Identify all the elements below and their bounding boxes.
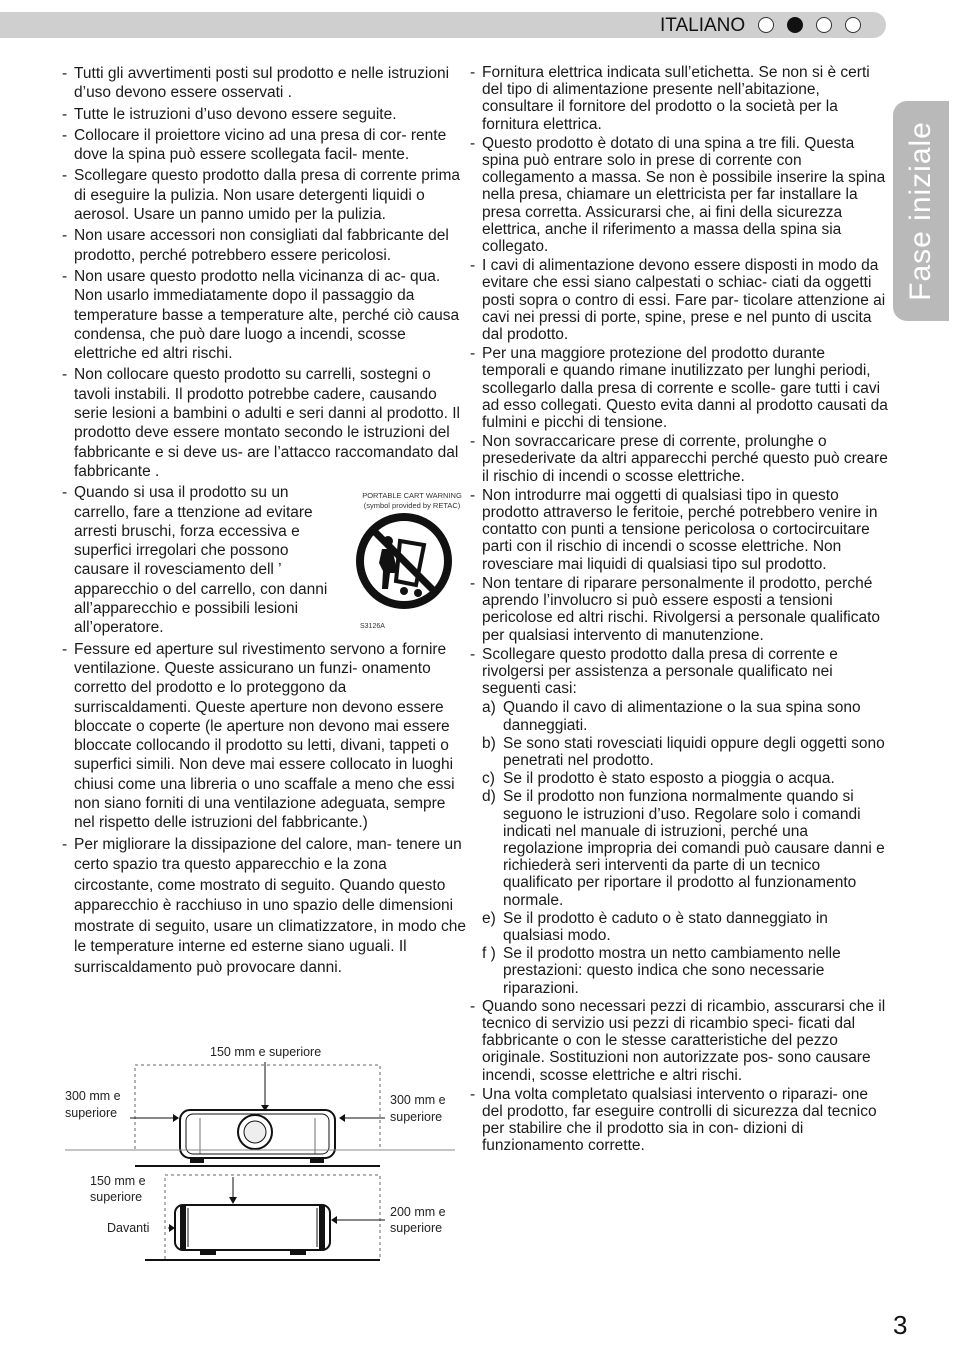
item-text: Non usare accessori non consigliati dal fabbricante del prodotto, perché potrebbero essere pericolosi.: [74, 227, 449, 264]
item-text: Non tentare di riparare personalmente il prodotto, perché aprendo l’involucro si può essere esposti a tensioni pericolose ed altri rischi. Rivolgersi a personale qualificato per qualsiasi intervento di manutenzione.: [482, 574, 881, 644]
item-text: Fornitura elettrica indicata sull’etichetta. Se non si è certi del tipo di alimentazione presente nell’abitazione, consultare il fornitore del prodotto o la società per la fornitura elettrica.: [482, 64, 870, 133]
item-text: Scollegare questo prodotto dalla presa di corrente e rivolgersi per assistenza a personale qualificato nei seguenti casi:: [482, 645, 838, 698]
list-item: - Quando sono necessari pezzi di ricambio, asscurarsi che il tecnico di servizio usi pezzi di ricambio speci- ficati dal fabbricante o con le stesse caratteristiche del pezzo originale. Sostituzioni non autorizzate pos- sono causare incendi, scosse elettriche e altri rischi.: [470, 997, 886, 1084]
list-item: - Una volta completato qualsiasi intervento o riparazi- one del prodotto, far eseguire controlli di sicurezza dal tecnico per stabilire che il prodotto sia in con- dizioni di funzionamento corrette.: [470, 1085, 877, 1155]
projector-front-view: [180, 1110, 335, 1163]
list-item: - Per migliorare la dissipazione del calore, man- tenere un certo spazio tra questo apparecchio e la zona circostante, come mostrato di seguito. Quando questo apparecchio è racchiuso in uno spazio delle dimensioni mostrate di seguito, usare un climatizzatore, in modo che le temperature interne ed esterne siano uguali. Il surriscaldamento può provocare danni.: [62, 835, 466, 976]
header-bar: [0, 12, 886, 38]
cart-warning-caption: PORTABLE CART WARNING (symbol provided by RETAC): [362, 491, 462, 511]
top-clearance-label: 150 mm e superiore: [210, 1045, 322, 1059]
sub-item-mark: a): [482, 699, 496, 717]
cart-warning: [352, 491, 472, 636]
list-item: - Fessure ed aperture sul rivestimento servono a fornire ventilazione. Queste assicurano un funzi- onamento corretto del prodotto e lo proteggono da surriscaldamenti. Queste aperture non devono essere bloccate o coperte (le aperture non devono mai essere bloccate collocando il prodotto su letti, divani, tappeti o superfici simili. Non deve mai essere collocato in luoghi chiusi come una libreria o uno scaffale a meno che essi non siano forniti di una ventilazione adeguata, sempre nel rispetto delle istruzioni del fabbricante.): [62, 640, 455, 832]
sub-item: [470, 735, 888, 769]
sub-item-mark: e): [482, 909, 496, 927]
list-item: - Non introdurre mai oggetti di qualsiasi tipo in questo prodotto attraverso le feritoie, perché potrebbero venire in contatto con punti a tensione pericolosa o cortocircuitare parti con il rischio di incendi o scosse elettriche. Non rovesciare mai liquidi di qualsiasi tipo sul prodotto.: [470, 486, 878, 573]
item-text: Una volta completato qualsiasi intervento o riparazi- one del prodotto, far eseguire controlli di sicurezza dal tecnico per stabilire che il prodotto sia in con- dizioni di funzionamento corrette.: [482, 1085, 877, 1155]
item-text: Fessure ed aperture sul rivestimento servono a fornire ventilazione. Queste assicurano un funzi- onamento corretto del prodotto e lo proteggono da surriscaldamenti. Queste aperture non devono essere bloccate o coperte (le aperture non devono mai essere bloccate collocando il prodotto su letti, divani, tappeti o superfici simili. Non deve mai essere collocato in luoghi chiusi come una libreria o uno scaffale a meno che essi non siano forniti di una ventilazione adeguata, sempre nel rispetto delle istruzioni del fabbricante.): [74, 640, 455, 832]
item-text: I cavi di alimentazione devono essere disposti in modo da evitare che essi siano calpestati o schiac- ciati da oggetti posti sopra o contro di essi. Fare par- ticolare attenzione ai cavi nei pressi di porte, spine, prese e nel punto di uscita dal prodotto.: [482, 257, 886, 344]
item-text: Quando si usa il prodotto su un carrello, fare a ttenzione ad evitare arresti bruschi, forza eccessiva e superfici irregolari che possono causare il rovesciamento dell ’ apparecchio o del carrello, con danni all’apparecchio e possibili lesioni all’operatore.: [74, 484, 328, 637]
sub-item-mark: b): [482, 734, 496, 752]
item-text: Quando sono necessari pezzi di ricambio, asscurarsi che il tecnico di servizio usi pezzi di ricambio speci- ficati dal fabbricante o con le stesse caratteristiche del pezzo originale. Sostituzioni non autorizzate pos- sono causare incendi, scosse elettriche e altri rischi.: [482, 997, 886, 1084]
top2-clearance-label-1: 150 mm e: [90, 1174, 146, 1188]
cart-warning-icon: [352, 511, 462, 611]
sub-item: [470, 945, 888, 997]
clearance-diagram: [60, 1040, 470, 1265]
list-item: - Fornitura elettrica indicata sull’etichetta. Se non si è certi del tipo di alimentazione presente nell’abitazione, consultare il fornitore del prodotto o la società per la fornitura elettrica.: [470, 64, 870, 133]
sub-item-mark: d): [482, 788, 496, 806]
sub-item-text: Quando il cavo di alimentazione o la sua spina sono danneggiati.: [503, 699, 861, 734]
page-number: 3: [893, 1310, 908, 1340]
section-side-tab: [893, 101, 949, 321]
right-column: [470, 64, 888, 1157]
list-item: - Non tentare di riparare personalmente il prodotto, perché aprendo l’involucro si può essere esposti a tensioni pericolose ed altri rischi. Rivolgersi a personale qualificato per qualsiasi intervento di manutenzione.: [470, 574, 881, 644]
sub-item: [470, 770, 888, 787]
indicator-dot-3: [816, 17, 832, 33]
list-item: - Scollegare questo prodotto dalla presa di corrente e rivolgersi per assistenza a personale qualificato nei seguenti casi:: [470, 645, 838, 698]
list-item-cart: - Quando si usa il prodotto su un carrello, fare a ttenzione ad evitare arresti bruschi, forza eccessiva e superfici irregolari che possono causare il rovesciamento dell ’ apparecchio o del carrello, con danni all’apparecchio e possibili lesioni all’operatore. PORTABLE CART WARNING (symbol provided by RETAC) S3126A: [62, 483, 467, 637]
sub-item-mark: f ): [482, 945, 496, 963]
list-item: - Collocare il proiettore vicino ad una presa di cor- rente dove la spina può essere scollegata facil- mente.: [62, 126, 447, 164]
front-label: Davanti: [107, 1221, 150, 1235]
item-text: Questo prodotto è dotato di una spina a tre fili. Questa spina può entrare solo in prese di corrente con collegamento a massa. Se non è possibile inserire la spina nella presa, chiamare un elettricista per far installare la presa corretta. Assicurarsi che, ai fini della sicurezza elettrica, anche il riferimento a massa della spina sia collegato.: [482, 134, 886, 256]
indicator-dot-1: [758, 17, 774, 33]
sub-item-text: Se sono stati rovesciati liquidi oppure degli oggetti sono penetrati nel prodotto.: [503, 734, 885, 769]
item-text: Per migliorare la dissipazione del calore, man- tenere un certo spazio tra questo apparecchio e la zona circostante, come mostrato di seguito. Quando questo apparecchio è racchiuso in uno spazio delle dimensioni mostrate di seguito, usare un climatizzatore, in modo che le temperature interne ed esterne siano uguali. Il surriscaldamento può provocare danni.: [74, 835, 466, 976]
indicator-dot-2: [787, 17, 803, 33]
list-item: - Non usare accessori non consigliati dal fabbricante del prodotto, perché potrebbero essere pericolosi.: [62, 227, 449, 264]
item-text: Non introdurre mai oggetti di qualsiasi tipo in questo prodotto attraverso le feritoie, perché potrebbero venire in contatto con punti a tensione pericolosa o cortocircuitare parti con il rischio di incendi o scosse elettriche. Non rovesciare mai liquidi di qualsiasi tipo sul prodotto.: [482, 486, 878, 573]
list-item: - Questo prodotto è dotato di una spina a tre fili. Questa spina può entrare solo in prese di corrente con collegamento a massa. Se non è possibile inserire la spina nella presa, chiamare un elettricista per far installare la presa corretta. Assicurarsi che, ai fini della sicurezza elettrica, anche il riferimento a massa della spina sia collegato.: [470, 134, 886, 256]
sub-item-mark: c): [482, 770, 495, 788]
sub-item: [470, 910, 888, 944]
item-text: Non collocare questo prodotto su carrelli, sostegni o tavoli instabili. Il prodotto potrebbe cadere, causando serie lesioni a bambini o adulti e seri danni al prodotto. Il prodotto deve essere montato secondo le istruzioni del fabbricante e si deve us- are l’attacco raccomandato dal fabbricante .: [74, 366, 461, 480]
list-item: - Per una maggiore protezione del prodotto durante temporali e quando rimane inutilizzato per lunghi periodi, scollegarlo dalla presa di corrente e scolle- gare tutti i cavi ad esso collegati. Questo evita danni al prodotto causati da fulmini e picchi di tensione.: [470, 345, 888, 432]
right-clearance-label-2: superiore: [390, 1110, 443, 1124]
projector-side-view: [175, 1205, 330, 1255]
rear-clearance-label-2: superiore: [390, 1221, 443, 1235]
language-label: ITALIANO: [660, 15, 746, 36]
left-clearance-label-2: superiore: [65, 1106, 118, 1120]
item-text: Scollegare questo prodotto dalla presa di corrente prima di eseguire la pulizia. Non usare detergenti liquidi o aerosol. Usare un panno umido per la pulizia.: [74, 167, 461, 224]
item-text: Collocare il proiettore vicino ad una presa di cor- rente dove la spina può essere scollegata facil- mente.: [74, 126, 447, 164]
sub-item-text: Se il prodotto mostra un netto cambiamento nelle prestazioni: questo indica che sono necessarie riparazioni.: [503, 945, 841, 997]
list-item: - I cavi di alimentazione devono essere disposti in modo da evitare che essi siano calpestati o schiac- ciati da oggetti posti sopra o contro di essi. Fare par- ticolare attenzione ai cavi nei pressi di porte, spine, prese e nel punto di uscita dal prodotto.: [470, 257, 886, 344]
list-item: - Tutti gli avvertimenti posti sul prodotto e nelle istruzioni d’uso devono essere osservati .: [62, 65, 450, 102]
sub-item: [470, 788, 888, 908]
list-item: - Non usare questo prodotto nella vicinanza di ac- qua. Non usarlo immediatamente dopo il passaggio da temperature basse a temperature alte, perché ciò causa condensa, che può dare luogo a incendi, scosse elettriche ed altri rischi.: [62, 267, 460, 363]
rear-clearance-label-1: 200 mm e: [390, 1205, 446, 1219]
left-column: [62, 64, 467, 980]
item-text: Tutte le istruzioni d’uso devono essere seguite.: [74, 105, 397, 123]
item-text: Tutti gli avvertimenti posti sul prodotto e nelle istruzioni d’uso devono essere osservati .: [74, 65, 450, 102]
section-tab-label: Fase iniziale: [904, 121, 937, 301]
list-item: - Tutte le istruzioni d’uso devono essere seguite.: [62, 105, 397, 123]
left-clearance-label-1: 300 mm e: [65, 1089, 121, 1103]
list-item: - Scollegare questo prodotto dalla presa di corrente prima di eseguire la pulizia. Non usare detergenti liquidi o aerosol. Usare un panno umido per la pulizia.: [62, 167, 461, 224]
list-item: - Non collocare questo prodotto su carrelli, sostegni o tavoli instabili. Il prodotto potrebbe cadere, causando serie lesioni a bambini o adulti e seri danni al prodotto. Il prodotto deve essere montato secondo le istruzioni del fabbricante e si deve us- are l’attacco raccomandato dal fabbricante .: [62, 366, 461, 480]
sub-item-text: Se il prodotto non funziona normalmente quando si seguono le istruzioni d’uso. Regolare solo i comandi indicati nel manuale di istruzioni, perché una regolazione impropria dei comandi può causare danni e richiederà seri interventi da parte di un tecnico qualificato per riportare il prodotto al funzionamento normale.: [503, 788, 885, 909]
item-text: Per una maggiore protezione del prodotto durante temporali e quando rimane inutilizzato per lunghi periodi, scollegarlo dalla presa di corrente e scolle- gare tutti i cavi ad esso collegati. Questo evita danni al prodotto causati da fulmini e picchi di tensione.: [482, 345, 888, 432]
indicator-dot-4: [845, 17, 861, 33]
list-item: - Non sovraccaricare prese di corrente, prolunghe o presederivate da altri apparecchi perché questo può creare il rischio di incendi o scosse elettriche.: [470, 433, 888, 485]
right-clearance-label-1: 300 mm e: [390, 1093, 446, 1107]
cart-warning-code: S3126A: [360, 622, 385, 630]
item-text: Non sovraccaricare prese di corrente, prolunghe o presederivate da altri apparecchi perché questo può creare il rischio di incendi o scosse elettriche.: [482, 433, 888, 485]
sub-item-text: Se il prodotto è stato esposto a pioggia o acqua.: [503, 770, 835, 788]
top2-clearance-label-2: superiore: [90, 1190, 143, 1204]
sub-item-text: Se il prodotto è caduto o è stato danneggiato in qualsiasi modo.: [503, 909, 828, 944]
sub-item: [470, 699, 888, 733]
item-text: Non usare questo prodotto nella vicinanza di ac- qua. Non usarlo immediatamente dopo il passaggio da temperature basse a temperature alte, perché ciò causa condensa, che può dare luogo a incendi, scosse elettriche ed altri rischi.: [74, 267, 460, 363]
